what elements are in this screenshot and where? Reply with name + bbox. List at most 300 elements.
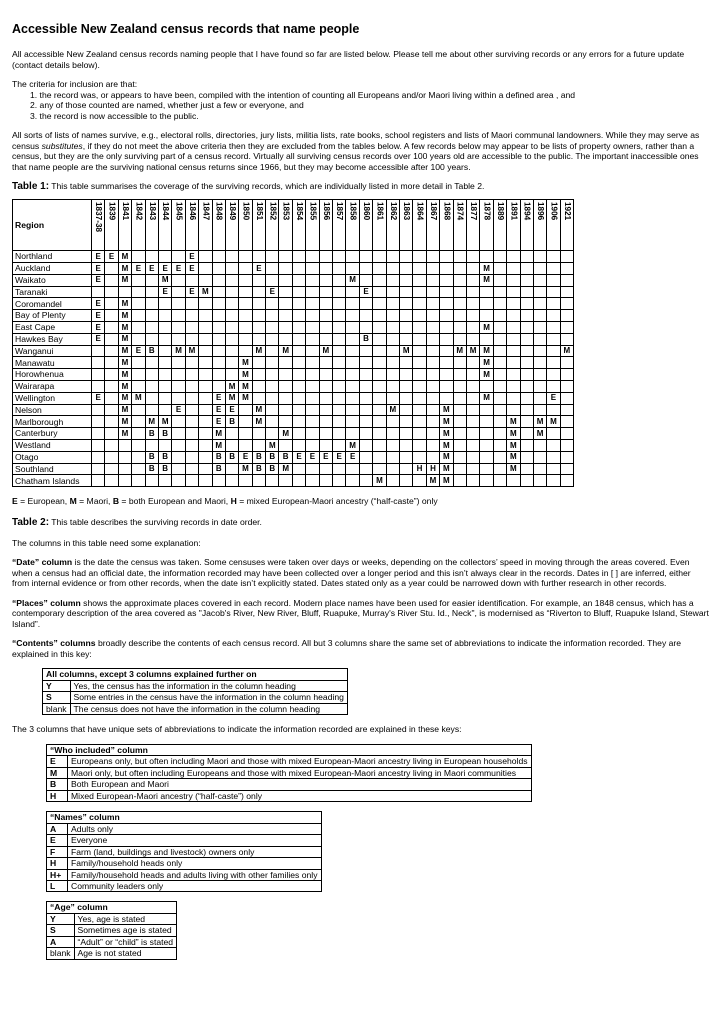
coverage-cell <box>399 298 412 310</box>
coverage-cell <box>560 286 573 298</box>
key-code: M <box>47 767 68 778</box>
coverage-cell <box>105 322 118 334</box>
coverage-cell <box>426 322 439 334</box>
year-label: 1852 <box>268 202 278 221</box>
coverage-cell <box>319 274 332 286</box>
table2-label: Table 2: <box>12 516 50 528</box>
coverage-cell <box>507 345 520 357</box>
coverage-cell <box>426 345 439 357</box>
coverage-cell <box>520 322 533 334</box>
year-label: 1864 <box>415 202 425 221</box>
key-text: “Adult” or “child” is stated <box>74 936 177 947</box>
coverage-cell <box>212 251 225 263</box>
key-text: Sometimes age is stated <box>74 925 177 936</box>
coverage-cell <box>520 345 533 357</box>
coverage-cell <box>239 251 252 263</box>
coverage-cell: M <box>453 345 466 357</box>
coverage-cell <box>426 392 439 404</box>
coverage-cell <box>199 451 212 463</box>
coverage-cell: M <box>440 451 453 463</box>
coverage-cell <box>466 381 479 393</box>
coverage-cell <box>252 333 265 345</box>
key-text: Maori only, but often including Europeans and those with mixed European-Maori ancestry living in Maori communities <box>68 767 532 778</box>
places-column-text: shows the approximate places covered in each record. Modern place names have been used for easier identification. For example, an 1848 census, which has a contemporary description of the area covered as "Jacob's River, New River, Bluff, Ruapuke, Murray's River Stu. Id., Neck", is modernised as “Riverton to Bluff, Ruapuke Island, Stewart Island”. <box>12 597 709 629</box>
coverage-cell: M <box>118 322 131 334</box>
coverage-cell <box>252 440 265 452</box>
region-name: Horowhenua <box>13 369 92 381</box>
three-columns-note: The 3 columns that have unique sets of abbreviations to indicate the information recorded are explained in these keys: <box>12 724 462 735</box>
coverage-cell <box>386 428 399 440</box>
coverage-cell: M <box>118 333 131 345</box>
coverage-cell: E <box>92 392 105 404</box>
year-label: 1868 <box>442 202 452 221</box>
year-header <box>426 200 439 251</box>
coverage-cell <box>373 286 386 298</box>
coverage-cell <box>185 369 198 381</box>
coverage-cell <box>212 322 225 334</box>
places-column-lead: “Places” column <box>12 597 81 608</box>
key-code: H <box>47 858 68 869</box>
year-label: 1862 <box>388 202 398 221</box>
coverage-cell: M <box>547 416 560 428</box>
coverage-cell <box>333 416 346 428</box>
coverage-cell: M <box>346 274 359 286</box>
coverage-cell <box>373 463 386 475</box>
coverage-cell: M <box>252 345 265 357</box>
coverage-cell <box>158 251 171 263</box>
coverage-cell <box>306 369 319 381</box>
coverage-cell <box>266 274 279 286</box>
coverage-cell <box>533 298 546 310</box>
coverage-cell: M <box>279 345 292 357</box>
coverage-cell <box>466 416 479 428</box>
year-label: 1845 <box>174 202 184 221</box>
coverage-cell <box>440 274 453 286</box>
coverage-cell <box>132 451 145 463</box>
key-text: Yes, the census has the information in the column heading <box>70 680 347 691</box>
key-code: E <box>47 756 68 767</box>
coverage-cell <box>373 274 386 286</box>
coverage-cell <box>319 333 332 345</box>
coverage-cell <box>480 310 493 322</box>
coverage-cell <box>453 369 466 381</box>
coverage-cell <box>346 357 359 369</box>
coverage-cell <box>533 286 546 298</box>
coverage-cell <box>440 263 453 275</box>
coverage-cell <box>359 392 372 404</box>
coverage-cell <box>413 286 426 298</box>
coverage-cell <box>185 310 198 322</box>
coverage-cell <box>292 357 305 369</box>
key-row <box>47 846 322 857</box>
coverage-cell <box>533 357 546 369</box>
coverage-cell <box>466 440 479 452</box>
coverage-cell <box>560 298 573 310</box>
coverage-cell <box>185 333 198 345</box>
coverage-cell <box>333 298 346 310</box>
coverage-legend <box>12 496 710 506</box>
coverage-cell <box>239 404 252 416</box>
coverage-cell <box>520 333 533 345</box>
legend-h-text: = mixed European-Maori ancestry (“half-caste”) only <box>236 496 438 507</box>
coverage-cell <box>279 274 292 286</box>
coverage-cell <box>413 298 426 310</box>
coverage-cell <box>373 428 386 440</box>
year-label: 1854 <box>295 202 305 221</box>
coverage-cell <box>279 369 292 381</box>
coverage-cell <box>132 298 145 310</box>
coverage-cell <box>359 416 372 428</box>
coverage-cell <box>359 298 372 310</box>
coverage-cell <box>105 333 118 345</box>
coverage-cell <box>399 463 412 475</box>
coverage-cell <box>399 404 412 416</box>
coverage-cell <box>292 263 305 275</box>
key-text: Family/household heads and adults living with other families only <box>68 869 322 880</box>
coverage-cell <box>426 357 439 369</box>
coverage-cell: E <box>306 451 319 463</box>
coverage-cell <box>212 263 225 275</box>
year-label: 1849 <box>228 202 238 221</box>
region-row <box>13 263 574 275</box>
coverage-cell <box>172 475 185 487</box>
coverage-cell <box>199 440 212 452</box>
coverage-cell <box>252 322 265 334</box>
coverage-cell <box>547 369 560 381</box>
coverage-cell <box>560 251 573 263</box>
coverage-cell: E <box>225 404 238 416</box>
coverage-cell <box>306 392 319 404</box>
coverage-cell <box>373 357 386 369</box>
coverage-cell <box>560 404 573 416</box>
coverage-cell <box>225 440 238 452</box>
key-row <box>47 756 532 767</box>
region-name: Wellington <box>13 392 92 404</box>
coverage-cell <box>333 263 346 275</box>
coverage-cell <box>105 357 118 369</box>
key-code: S <box>47 925 75 936</box>
coverage-cell <box>520 369 533 381</box>
coverage-cell <box>560 357 573 369</box>
year-header <box>292 200 305 251</box>
coverage-cell: M <box>118 251 131 263</box>
coverage-cell <box>333 404 346 416</box>
key-code: F <box>47 846 68 857</box>
coverage-cell <box>493 345 506 357</box>
coverage-cell: M <box>132 392 145 404</box>
coverage-cell: E <box>92 274 105 286</box>
coverage-cell <box>466 333 479 345</box>
table2-caption <box>12 517 710 529</box>
region-row <box>13 286 574 298</box>
coverage-cell <box>560 440 573 452</box>
coverage-cell <box>158 298 171 310</box>
coverage-cell <box>333 286 346 298</box>
coverage-cell: M <box>239 463 252 475</box>
coverage-cell <box>453 416 466 428</box>
coverage-cell <box>480 440 493 452</box>
coverage-body <box>13 251 574 487</box>
coverage-cell <box>199 381 212 393</box>
coverage-cell: E <box>158 263 171 275</box>
coverage-cell <box>480 416 493 428</box>
coverage-cell <box>453 274 466 286</box>
coverage-cell <box>453 404 466 416</box>
coverage-cell: E <box>132 345 145 357</box>
coverage-cell <box>145 357 158 369</box>
coverage-cell: E <box>346 451 359 463</box>
scope-text-1: All sorts of lists of names survive, e.g., electoral rolls, directories, jury lists, militia lists, rate books, school registers and lists of Maori communal landowners. While they may serve as census <box>12 130 700 151</box>
scope-text-2: , if they do not meet the above criteria then they are excluded from the tables below. A few records below may appear to be lists of property owners, rather than a census, but they are the only surviving part of a census record. Virtually all surviving census records over 100 years old are accessible to the public. The important inaccessible ones that name people are the surviving national census returns since 1966, but they may become accessible after 100 years. <box>12 140 699 172</box>
coverage-cell: E <box>239 451 252 463</box>
coverage-cell: M <box>252 404 265 416</box>
date-column-lead: “Date” column <box>12 557 73 568</box>
coverage-cell <box>507 286 520 298</box>
coverage-cell <box>426 440 439 452</box>
coverage-cell: M <box>118 263 131 275</box>
coverage-cell: B <box>212 463 225 475</box>
coverage-cell: M <box>480 392 493 404</box>
coverage-cell <box>346 475 359 487</box>
region-row <box>13 440 574 452</box>
coverage-cell: M <box>319 345 332 357</box>
coverage-cell <box>172 298 185 310</box>
coverage-cell <box>560 310 573 322</box>
coverage-cell <box>507 475 520 487</box>
coverage-cell <box>132 416 145 428</box>
coverage-cell <box>266 251 279 263</box>
year-header <box>440 200 453 251</box>
coverage-cell <box>158 381 171 393</box>
coverage-cell: M <box>239 381 252 393</box>
coverage-cell <box>547 451 560 463</box>
coverage-cell: B <box>279 451 292 463</box>
coverage-cell <box>373 310 386 322</box>
coverage-cell <box>306 440 319 452</box>
coverage-cell <box>346 333 359 345</box>
coverage-cell <box>292 475 305 487</box>
coverage-cell <box>319 463 332 475</box>
coverage-cell <box>453 463 466 475</box>
coverage-cell <box>185 475 198 487</box>
coverage-cell <box>132 310 145 322</box>
key-row <box>47 779 532 790</box>
coverage-cell <box>266 416 279 428</box>
legend-e: E <box>12 496 18 507</box>
coverage-cell <box>426 286 439 298</box>
coverage-cell <box>413 416 426 428</box>
coverage-cell <box>520 404 533 416</box>
coverage-cell <box>225 286 238 298</box>
year-header <box>359 200 372 251</box>
coverage-cell <box>118 286 131 298</box>
legend-m: M <box>69 496 77 507</box>
coverage-cell <box>480 251 493 263</box>
coverage-cell <box>453 475 466 487</box>
coverage-cell: E <box>266 286 279 298</box>
year-label: 1846 <box>187 202 197 221</box>
coverage-cell: E <box>132 263 145 275</box>
coverage-cell <box>185 404 198 416</box>
key-row <box>47 948 177 959</box>
coverage-cell <box>493 251 506 263</box>
coverage-cell <box>493 440 506 452</box>
coverage-cell <box>145 381 158 393</box>
coverage-cell <box>547 298 560 310</box>
coverage-cell <box>199 475 212 487</box>
coverage-cell <box>346 310 359 322</box>
coverage-cell <box>426 416 439 428</box>
coverage-cell <box>132 251 145 263</box>
coverage-cell <box>172 440 185 452</box>
year-label: 1843 <box>147 202 157 221</box>
coverage-cell: E <box>92 333 105 345</box>
coverage-cell: M <box>560 345 573 357</box>
coverage-cell <box>132 381 145 393</box>
coverage-cell <box>158 440 171 452</box>
key-text: Community leaders only <box>68 881 322 892</box>
coverage-cell <box>239 263 252 275</box>
region-row <box>13 416 574 428</box>
coverage-cell <box>359 345 372 357</box>
coverage-cell <box>145 404 158 416</box>
legend-b: B <box>112 496 120 507</box>
key-row <box>47 823 322 834</box>
coverage-cell <box>493 416 506 428</box>
coverage-cell <box>292 381 305 393</box>
coverage-cell <box>386 322 399 334</box>
key-text: Farm (land, buildings and livestock) owners only <box>68 846 322 857</box>
coverage-cell: E <box>172 263 185 275</box>
coverage-cell <box>346 463 359 475</box>
coverage-cell <box>92 440 105 452</box>
coverage-cell <box>547 357 560 369</box>
coverage-cell <box>132 286 145 298</box>
coverage-cell <box>547 274 560 286</box>
coverage-cell <box>493 310 506 322</box>
coverage-cell: E <box>92 263 105 275</box>
coverage-cell: E <box>92 310 105 322</box>
coverage-cell <box>172 274 185 286</box>
coverage-cell <box>185 392 198 404</box>
coverage-cell: E <box>185 286 198 298</box>
coverage-cell <box>333 310 346 322</box>
coverage-cell <box>132 333 145 345</box>
coverage-cell <box>520 274 533 286</box>
coverage-cell <box>466 310 479 322</box>
coverage-cell <box>373 322 386 334</box>
coverage-cell <box>239 322 252 334</box>
coverage-cell: M <box>239 369 252 381</box>
key-code: Y <box>47 913 75 924</box>
coverage-cell: M <box>440 428 453 440</box>
coverage-cell <box>533 451 546 463</box>
coverage-cell <box>507 263 520 275</box>
coverage-cell <box>92 345 105 357</box>
coverage-cell <box>453 251 466 263</box>
coverage-cell: M <box>185 345 198 357</box>
coverage-cell <box>453 286 466 298</box>
coverage-cell: B <box>145 451 158 463</box>
coverage-cell: E <box>145 263 158 275</box>
coverage-cell <box>252 475 265 487</box>
coverage-cell: B <box>252 463 265 475</box>
coverage-cell <box>373 404 386 416</box>
coverage-cell: E <box>185 263 198 275</box>
coverage-cell: M <box>118 357 131 369</box>
coverage-cell <box>346 381 359 393</box>
coverage-cell <box>440 392 453 404</box>
coverage-cell <box>466 286 479 298</box>
coverage-cell <box>252 428 265 440</box>
coverage-cell <box>105 475 118 487</box>
coverage-cell <box>212 310 225 322</box>
coverage-cell <box>520 251 533 263</box>
coverage-cell <box>225 345 238 357</box>
coverage-cell: B <box>158 428 171 440</box>
coverage-cell <box>199 310 212 322</box>
coverage-cell <box>319 322 332 334</box>
coverage-cell <box>292 310 305 322</box>
coverage-cell <box>466 428 479 440</box>
coverage-cell <box>306 463 319 475</box>
legend-h: H <box>230 496 237 507</box>
coverage-cell <box>413 440 426 452</box>
coverage-cell <box>373 369 386 381</box>
coverage-cell <box>252 274 265 286</box>
coverage-cell: M <box>239 357 252 369</box>
coverage-cell <box>225 274 238 286</box>
criteria-list <box>30 90 710 121</box>
coverage-cell <box>547 333 560 345</box>
region-row <box>13 274 574 286</box>
region-name: Northland <box>13 251 92 263</box>
coverage-cell <box>199 416 212 428</box>
coverage-cell: M <box>118 274 131 286</box>
coverage-cell <box>105 345 118 357</box>
coverage-cell <box>145 369 158 381</box>
coverage-cell <box>373 263 386 275</box>
coverage-cell <box>319 357 332 369</box>
coverage-cell <box>132 322 145 334</box>
coverage-cell <box>333 440 346 452</box>
criteria-item: 3. the record is now accessible to the public. <box>30 110 199 121</box>
coverage-cell <box>306 274 319 286</box>
coverage-cell <box>279 357 292 369</box>
coverage-cell: M <box>199 286 212 298</box>
coverage-cell <box>333 322 346 334</box>
coverage-cell <box>145 440 158 452</box>
year-header <box>239 200 252 251</box>
coverage-cell <box>319 251 332 263</box>
coverage-cell <box>266 310 279 322</box>
coverage-cell <box>185 416 198 428</box>
coverage-cell <box>386 251 399 263</box>
coverage-cell <box>533 274 546 286</box>
year-header <box>279 200 292 251</box>
region-name: Wanganui <box>13 345 92 357</box>
coverage-cell <box>172 251 185 263</box>
coverage-cell <box>333 357 346 369</box>
coverage-cell <box>533 333 546 345</box>
coverage-cell: M <box>239 392 252 404</box>
coverage-cell <box>346 251 359 263</box>
year-header <box>92 200 105 251</box>
coverage-cell <box>507 357 520 369</box>
coverage-cell <box>493 322 506 334</box>
places-column-paragraph <box>12 598 710 629</box>
year-label: 1855 <box>308 202 318 221</box>
